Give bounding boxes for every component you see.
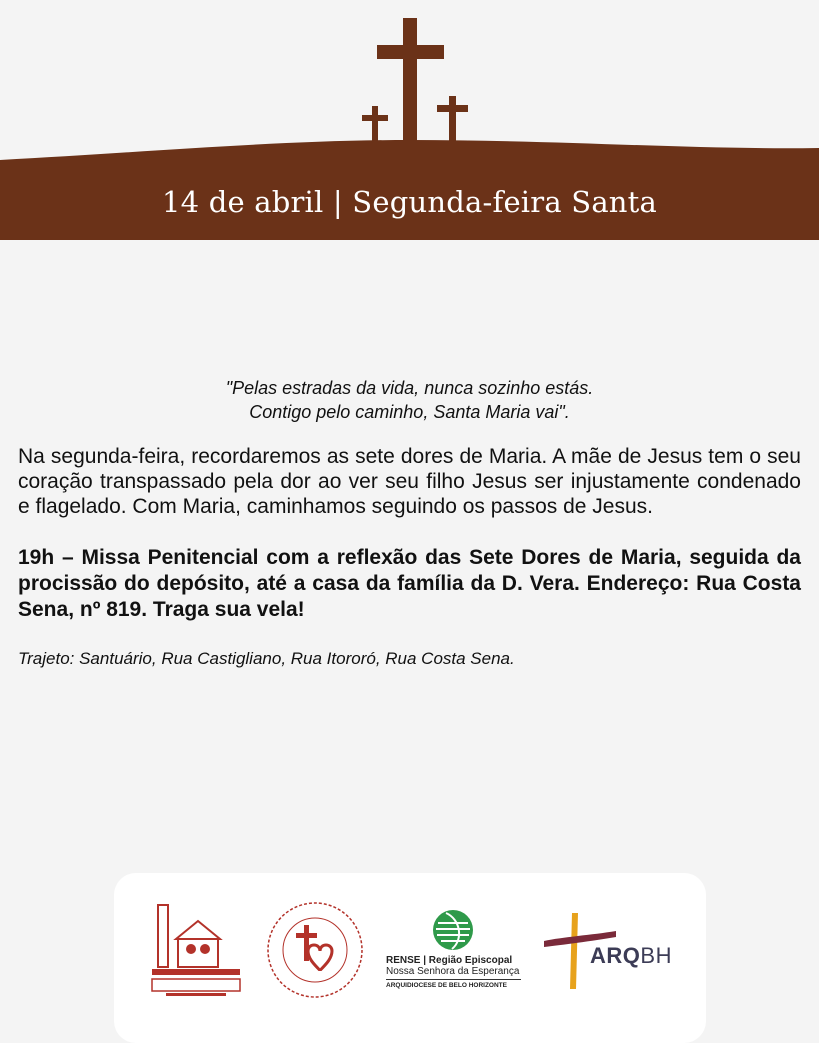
right-cross-icon <box>437 96 468 142</box>
left-cross-icon <box>362 106 388 144</box>
rense-line-2: Nossa Senhora da Esperança <box>386 966 521 980</box>
arqbh-thin: BH <box>640 943 672 968</box>
quote <box>18 376 801 424</box>
main-content <box>18 376 801 669</box>
arqbh-wordmark <box>590 943 672 969</box>
body-paragraph: Na segunda-feira, recordaremos as sete dores de Maria. A mãe de Jesus tem o seu coração transpassado pela dor ao ver seu filho Jesus ser injustamente condenado e flagelado. Com Maria, caminhamos seguindo os passos de Jesus. <box>18 445 801 518</box>
quote-line-1: "Pelas estradas da vida, nunca sozinho estás. <box>225 378 594 398</box>
globe-icon <box>386 909 521 951</box>
rense-line-3: ARQUIDIOCESE DE BELO HORIZONTE <box>386 982 507 989</box>
center-cross-icon <box>377 18 444 142</box>
rense-line-1: RENSE | Região Episcopal <box>386 955 513 966</box>
sacred-hearts-icon <box>264 899 366 1001</box>
logo-card <box>114 873 706 1043</box>
arqbh-logo <box>542 911 672 991</box>
page-title: 14 de abril | Segunda-feira Santa <box>161 185 658 219</box>
route-text: Trajeto: Santuário, Rua Castigliano, Rua Itororó, Rua Costa Sena. <box>18 649 515 668</box>
rense-logo <box>386 909 521 989</box>
mass-announcement: 19h – Missa Penitencial com a reflexão das Sete Dores de Maria, seguida da procissão do depósito, até a casa da família da D. Vera. Endereço: Rua Costa Sena, nº 819. Traga sua vela! <box>18 546 801 621</box>
arqbh-bold: ARQ <box>590 943 641 968</box>
congregacao-logo <box>264 899 366 1001</box>
santuario-logo <box>146 899 246 999</box>
church-icon <box>146 899 246 999</box>
header-banner <box>0 0 819 240</box>
quote-line-2: Contigo pelo caminho, Santa Maria vai". <box>249 402 570 422</box>
